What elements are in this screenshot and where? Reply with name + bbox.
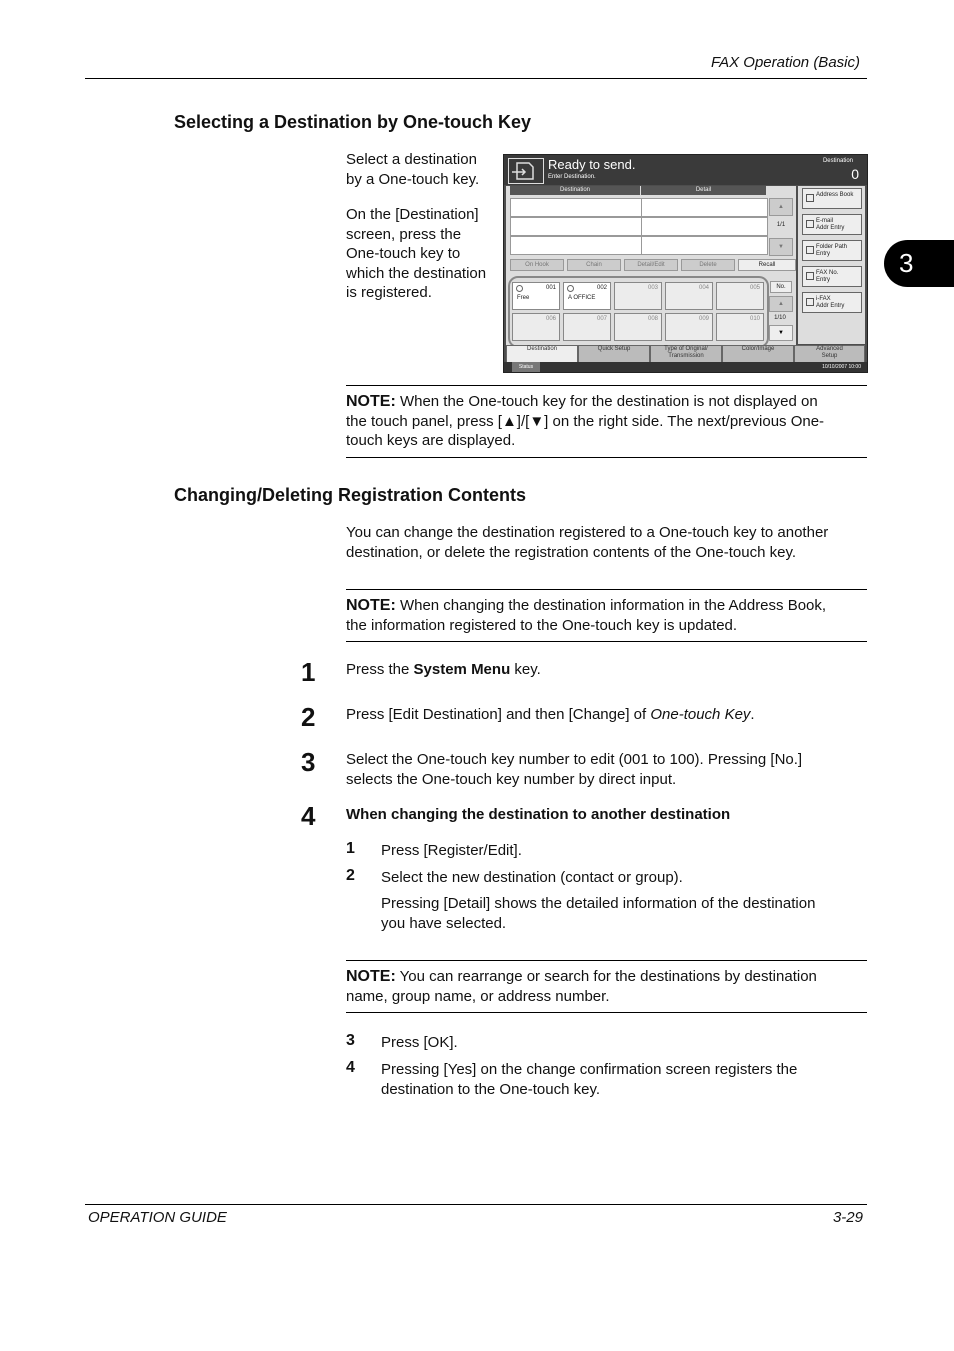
fax-send-icon bbox=[508, 158, 544, 184]
key-number-button[interactable]: No. bbox=[770, 281, 792, 293]
one-touch-key-010[interactable]: 010 bbox=[716, 313, 764, 341]
note-one-touch: NOTE: When the One-touch key for the destination is not displayed on the touch panel, press [▲]/[▼] on the right side. The next/previous One- touch keys are displayed. bbox=[346, 385, 867, 458]
folder-path-entry-button[interactable]: Folder Path Entry bbox=[802, 240, 862, 261]
list-up-button[interactable] bbox=[769, 198, 793, 216]
substep-4-text: Pressing [Yes] on the change confirmation screen registers the destination to the One-touch key. bbox=[381, 1061, 798, 1098]
col-destination: Destination bbox=[510, 186, 640, 195]
substep-number: 4 bbox=[346, 1059, 355, 1076]
up-triangle-icon: ▲ bbox=[501, 412, 517, 430]
destination-row[interactable] bbox=[510, 236, 768, 255]
footer-rule bbox=[85, 1204, 867, 1205]
destination-row[interactable] bbox=[510, 217, 768, 236]
substep-number: 1 bbox=[346, 840, 355, 857]
keys-next-button[interactable] bbox=[769, 325, 793, 341]
one-touch-key-001[interactable]: 001 Free bbox=[512, 282, 560, 310]
tab-color-image[interactable]: Color/Image bbox=[722, 345, 794, 364]
substep-3-text: Press [OK]. bbox=[381, 1034, 458, 1051]
list-page-indicator: 1/1 bbox=[776, 222, 786, 228]
step-number: 1 bbox=[301, 657, 316, 687]
screen-status-title: Ready to send. bbox=[548, 157, 636, 172]
down-triangle-icon: ▼ bbox=[529, 412, 545, 430]
step-number: 4 bbox=[301, 801, 316, 831]
one-touch-key-009[interactable]: 009 bbox=[665, 313, 713, 341]
step-3-text: Select the One-touch key number to edit (001 to 100). Pressing [No.] selects the One-touch key number by direct input. bbox=[346, 751, 803, 788]
step-4-title: When changing the destination to another destination bbox=[346, 806, 731, 823]
down-arrow-icon: ▼ bbox=[778, 244, 784, 250]
screen-status-subtitle: Enter Destination. bbox=[548, 174, 596, 180]
one-touch-key-004[interactable]: 004 bbox=[665, 282, 713, 310]
one-touch-key-005[interactable]: 005 bbox=[716, 282, 764, 310]
substep-number: 2 bbox=[346, 867, 355, 884]
chain-button[interactable]: Chain bbox=[567, 259, 621, 271]
col-detail: Detail bbox=[641, 186, 766, 195]
ifax-icon bbox=[806, 298, 814, 306]
note-address-book: NOTE: When changing the destination information in the Address Book, the information registered to the One-touch key is updated. bbox=[346, 589, 867, 642]
one-touch-key-003[interactable]: 003 bbox=[614, 282, 662, 310]
touch-panel-screenshot bbox=[503, 154, 868, 373]
keys-page-indicator: 1/10 bbox=[774, 315, 786, 321]
section-title-changing: Changing/Deleting Registration Contents bbox=[174, 485, 527, 505]
one-touch-key-002[interactable]: 002 A OFFICE bbox=[563, 282, 611, 310]
on-hook-button[interactable]: On Hook bbox=[510, 259, 564, 271]
note-rearrange: NOTE: You can rearrange or search for the destinations by destination name, group name, or address number. bbox=[346, 960, 867, 1013]
step-1-text: Press the System Menu key. bbox=[346, 661, 541, 678]
footer-guide-name: OPERATION GUIDE bbox=[88, 1209, 227, 1226]
running-header: FAX Operation (Basic) bbox=[711, 54, 860, 71]
section1-para1: Select a destination by a One-touch key. bbox=[346, 151, 480, 188]
detail-edit-button[interactable]: Detail/Edit bbox=[624, 259, 678, 271]
page-number: 3-29 bbox=[832, 1209, 863, 1226]
email-entry-button[interactable]: E-mail Addr Entry bbox=[802, 214, 862, 235]
section2-intro: You can change the destination registered to a One-touch key to another destination, or delete the registration contents of the One-touch key. bbox=[346, 524, 829, 561]
destination-row[interactable] bbox=[510, 198, 768, 217]
substep-2-text: Select the new destination (contact or group). bbox=[381, 869, 683, 886]
step-number: 3 bbox=[301, 747, 316, 777]
address-book-button[interactable]: Address Book bbox=[802, 188, 862, 209]
tab-quick-setup[interactable]: Quick Setup bbox=[578, 345, 650, 364]
section-title-one-touch: Selecting a Destination by One-touch Key bbox=[174, 112, 532, 132]
fax-number-entry-button[interactable]: FAX No. Entry bbox=[802, 266, 862, 287]
list-down-button[interactable] bbox=[769, 238, 793, 256]
one-touch-key-006[interactable]: 006 bbox=[512, 313, 560, 341]
down-arrow-icon: ▼ bbox=[778, 330, 784, 336]
destination-count-label: Destination bbox=[822, 158, 853, 164]
book-icon bbox=[806, 194, 814, 202]
substep-1-text: Press [Register/Edit]. bbox=[381, 842, 522, 859]
keys-prev-button[interactable] bbox=[769, 296, 793, 312]
up-arrow-icon: ▲ bbox=[778, 301, 784, 307]
up-arrow-icon: ▲ bbox=[778, 204, 784, 210]
tab-type-of-original[interactable]: Type of Original/ Transmission bbox=[650, 345, 722, 364]
substep-2-detail: Pressing [Detail] shows the detailed information of the destination you have selected. bbox=[381, 895, 816, 932]
date-time: 10/10/2007 10:00 bbox=[822, 364, 861, 370]
tab-destination[interactable]: Destination bbox=[506, 345, 578, 364]
status-button[interactable]: Status bbox=[512, 362, 540, 372]
step-2-text: Press [Edit Destination] and then [Change] of One-touch Key. bbox=[346, 706, 755, 723]
substep-number: 3 bbox=[346, 1032, 355, 1049]
delete-button[interactable]: Delete bbox=[681, 259, 735, 271]
destination-count: 0 bbox=[851, 166, 859, 182]
folder-icon bbox=[806, 246, 814, 254]
chapter-tab: 3 bbox=[884, 240, 954, 287]
fax-icon bbox=[806, 272, 814, 280]
ifax-entry-button[interactable]: i-FAX Addr Entry bbox=[802, 292, 862, 313]
one-touch-key-007[interactable]: 007 bbox=[563, 313, 611, 341]
email-icon bbox=[806, 220, 814, 228]
tab-advanced-setup[interactable]: Advanced Setup bbox=[794, 345, 865, 364]
header-rule bbox=[85, 78, 867, 79]
section1-para2: On the [Destination] screen, press the One-touch key to which the destination is registered. bbox=[346, 206, 487, 301]
recall-button[interactable]: Recall bbox=[738, 259, 796, 271]
step-number: 2 bbox=[301, 702, 316, 732]
one-touch-key-008[interactable]: 008 bbox=[614, 313, 662, 341]
